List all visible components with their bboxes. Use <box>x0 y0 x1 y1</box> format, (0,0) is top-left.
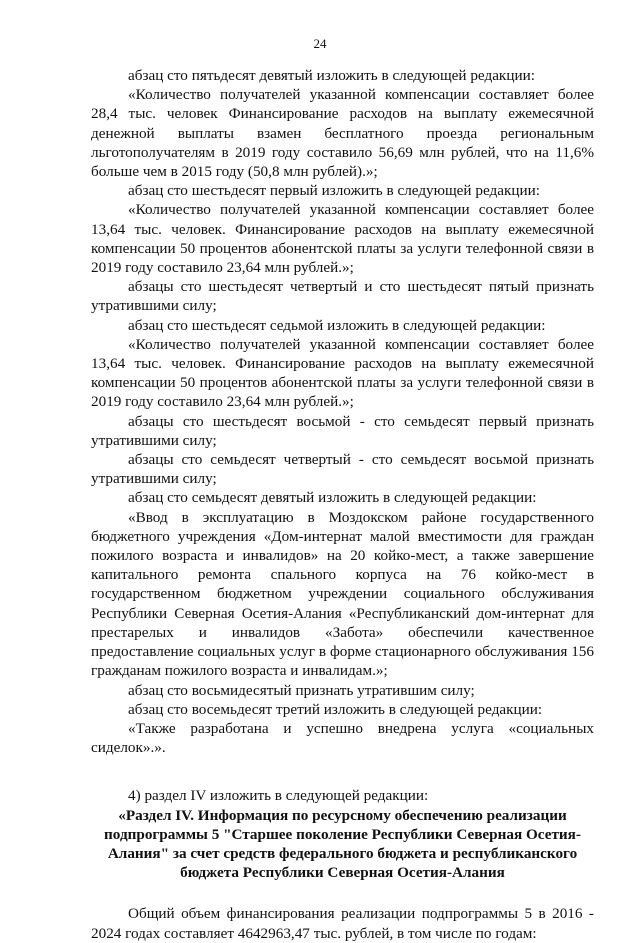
paragraph: абзацы сто семьдесят четвертый - сто семьдесят восьмой признать утратившими силу; <box>91 451 594 488</box>
paragraph: абзац сто пятьдесят девятый изложить в следующей редакции: <box>128 67 535 84</box>
section-intro: 4) раздел IV изложить в следующей редакции: <box>128 787 429 805</box>
paragraph: абзац сто шестьдесят первый изложить в следующей редакции: <box>128 182 540 200</box>
heading-line: бюджета Республики Северная Осетия-Алания <box>180 864 505 882</box>
section-heading <box>91 806 594 883</box>
paragraph: абзац сто семьдесят девятый изложить в следующей редакции: <box>128 489 537 507</box>
heading-line: Алания" за счет средств федерального бюджета и республиканского <box>107 844 578 862</box>
paragraph: абзац сто восемьдесят третий изложить в следующей редакции: <box>128 700 543 718</box>
heading-line: подпрограммы 5 "Старшее поколение Республики Северная Осетия- <box>104 825 581 843</box>
heading-line: «Раздел IV. Информация по ресурсному обеспечению реализации <box>118 806 567 824</box>
paragraph: «Ввод в эксплуатацию в Моздокском районе государственного бюджетного учреждения «Дом-интернат малой вместимости для граждан пожилого возраста и инвалидов» на 20 койко-мест, а также завершение капитального ремонта спального корпуса на 76 койко-мест в государственном бюджетном учреждении социального обслуживания Республики Северная Осетия-Алания «Республиканский дом-интернат для престарелых и инвалидов «Забота» обеспечили качественное предоставление социальных услуг в форме стационарного обслуживания 156 гражданам пожилого возраста и инвалидам.»; <box>91 508 594 680</box>
paragraph: абзац сто восьмидесятый признать утратившим силу; <box>128 681 475 699</box>
paragraph: «Также разработана и успешно внедрена услуга «социальных сиделок».». <box>91 719 594 757</box>
paragraph: «Количество получателей указанной компенсации составляет более 13,64 тыс. человек. Финансирование расходов на выплату ежемесячной компенсации 50 процентов абонентской платы за услуги телефонной связи в 2019 году составило 23,64 млн рублей.»; <box>91 335 594 411</box>
paragraph: «Количество получателей указанной компенсации составляет более 13,64 тыс. человек. Финансирование расходов на выплату ежемесячной компенсации 50 процентов абонентской платы за услуги телефонной связи в 2019 году составило 23,64 млн рублей.»; <box>91 201 594 277</box>
paragraph: абзац сто шестьдесят седьмой изложить в следующей редакции: <box>128 316 546 334</box>
page-number: 24 <box>313 36 327 51</box>
paragraph: «Количество получателей указанной компенсации составляет более 28,4 тыс. человек Финансирование расходов на выплату ежемесячной денежной выплаты взамен бесплатного проезда региональным льготополучателям в 2019 году составило 56,69 млн рублей, что на 11,6% больше чем в 2015 году (50,8 млн рублей).»; <box>91 86 594 181</box>
paragraph: абзацы сто шестьдесят восьмой - сто семьдесят первый признать утратившими силу; <box>91 412 594 449</box>
paragraph: абзацы сто шестьдесят четвертый и сто шестьдесят пятый признать утратившими силу; <box>91 278 594 315</box>
document-body <box>91 66 594 943</box>
paragraph: Общий объем финансирования реализации подпрограммы 5 в 2016 - 2024 годах составляет 4642963,47 тыс. рублей, в том числе по годам: <box>91 905 594 942</box>
